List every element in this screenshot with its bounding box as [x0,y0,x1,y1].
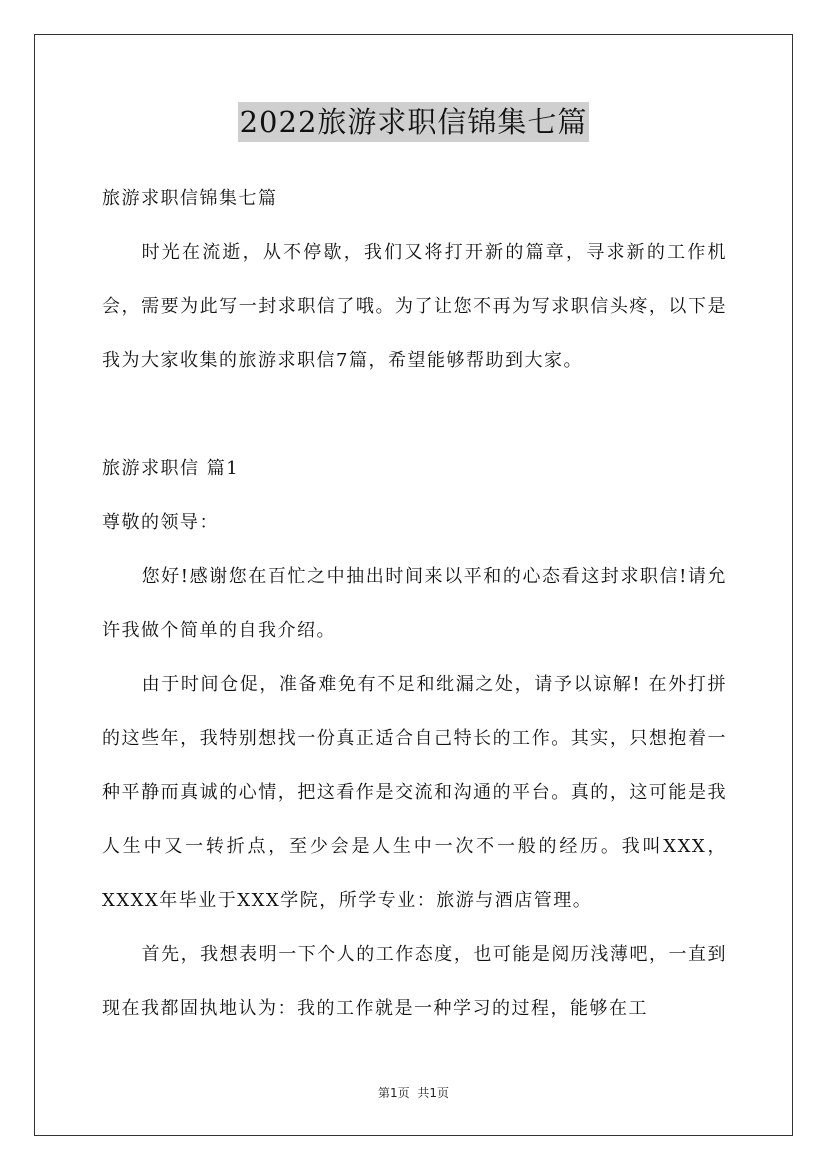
salutation: 尊敬的领导： [102,512,219,533]
subtitle-line: 旅游求职信锦集七篇 [102,188,278,209]
intro-paragraph: 时光在流逝，从不停歇，我们又将打开新的篇章，寻求新的工作机会，需要为此写一封求职信了哦。为了让您不再为写求职信头疼，以下是我为大家收集的旅游求职信7篇，希望能够帮助到大家。 [102,242,727,371]
body-paragraph: 您好!感谢您在百忙之中抽出时间来以平和的心态看这封求职信!请允许我做个简单的自我介绍。 [102,566,727,641]
body-paragraph: 首先，我想表明一下个人的工作态度，也可能是阅历浅薄吧，一直到现在我都固执地认为：我的工作就是一种学习的过程，能够在工 [102,944,727,1019]
page-number: 第1页 [377,1086,410,1100]
document-title [0,102,827,142]
body-paragraph: 由于时间仓促，准备难免有不足和纰漏之处，请予以谅解! 在外打拼的这些年，我特别想找一份真正适合自己特长的工作。其实，只想抱着一种平静而真诚的心情，把这看作是交流和沟通的平台。真的，这可能是我人生中又一转折点，至少会是人生中一次不一般的经历。我叫XXX，XXXX年毕业于XXX学院，所学专业：旅游与酒店管理。 [102,674,727,911]
page-footer [0,1084,827,1101]
section-heading: 旅游求职信 篇1 [102,458,240,479]
document-body [102,172,727,1036]
blank-line [102,388,727,442]
page-total: 共1页 [417,1086,450,1100]
document-title-text: 2022旅游求职信锦集七篇 [238,102,590,142]
